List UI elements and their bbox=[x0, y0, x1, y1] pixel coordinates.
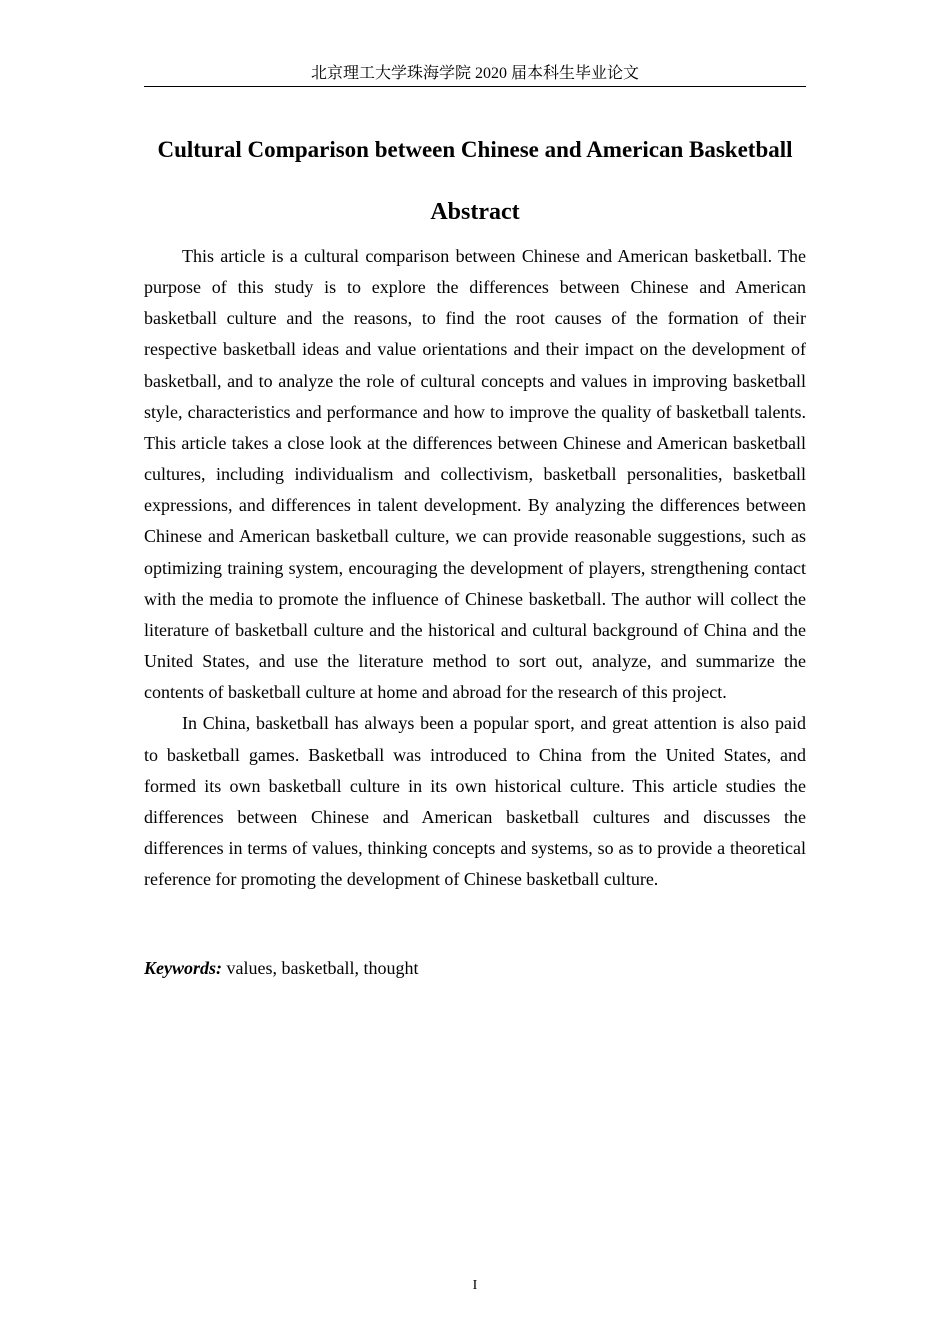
abstract-paragraph-1: This article is a cultural comparison between Chinese and American basketball. The purpose of this study is to explore the differences between Chinese and American basketball culture and the reasons, to find the root causes of the formation of their respective basketball ideas and value orientations and their impact on the development of basketball, and to analyze the role of cultural concepts and values in improving basketball style, characteristics and performance and how to improve the quality of basketball talents. This article takes a close look at the differences between Chinese and American basketball cultures, including individualism and collectivism, basketball personalities, basketball expressions, and differences in talent development. By analyzing the differences between Chinese and American basketball culture, we can provide reasonable suggestions, such as optimizing training system, encouraging the development of players, strengthening contact with the media to promote the influence of Chinese basketball. The author will collect the literature of basketball culture and the historical and cultural background of China and the United States, and use the literature method to sort out, analyze, and summarize the contents of basketball culture at home and abroad for the research of this project. bbox=[144, 246, 806, 703]
keywords-label: Keywords: bbox=[144, 958, 222, 978]
keywords-value: values, basketball, thought bbox=[222, 958, 419, 978]
running-header: 北京理工大学珠海学院 2020 届本科生毕业论文 bbox=[310, 65, 639, 82]
abstract-paragraph-2: In China, basketball has always been a popular sport, and great attention is also paid to basketball games. Basketball was introduced to China from the United States, and formed its own basketball culture in its own historical culture. This article studies the differences between Chinese and American basketball cultures and discusses the differences in terms of values, thinking concepts and systems, so as to provide a theoretical reference for promoting the development of Chinese basketball culture. bbox=[144, 713, 806, 890]
keywords-line bbox=[144, 954, 806, 982]
page-number: I bbox=[472, 1278, 478, 1293]
abstract-heading: Abstract bbox=[430, 199, 520, 225]
abstract-body bbox=[144, 241, 806, 895]
thesis-title: Cultural Comparison between Chinese and American Basketball bbox=[157, 137, 793, 162]
header-divider bbox=[144, 86, 806, 87]
